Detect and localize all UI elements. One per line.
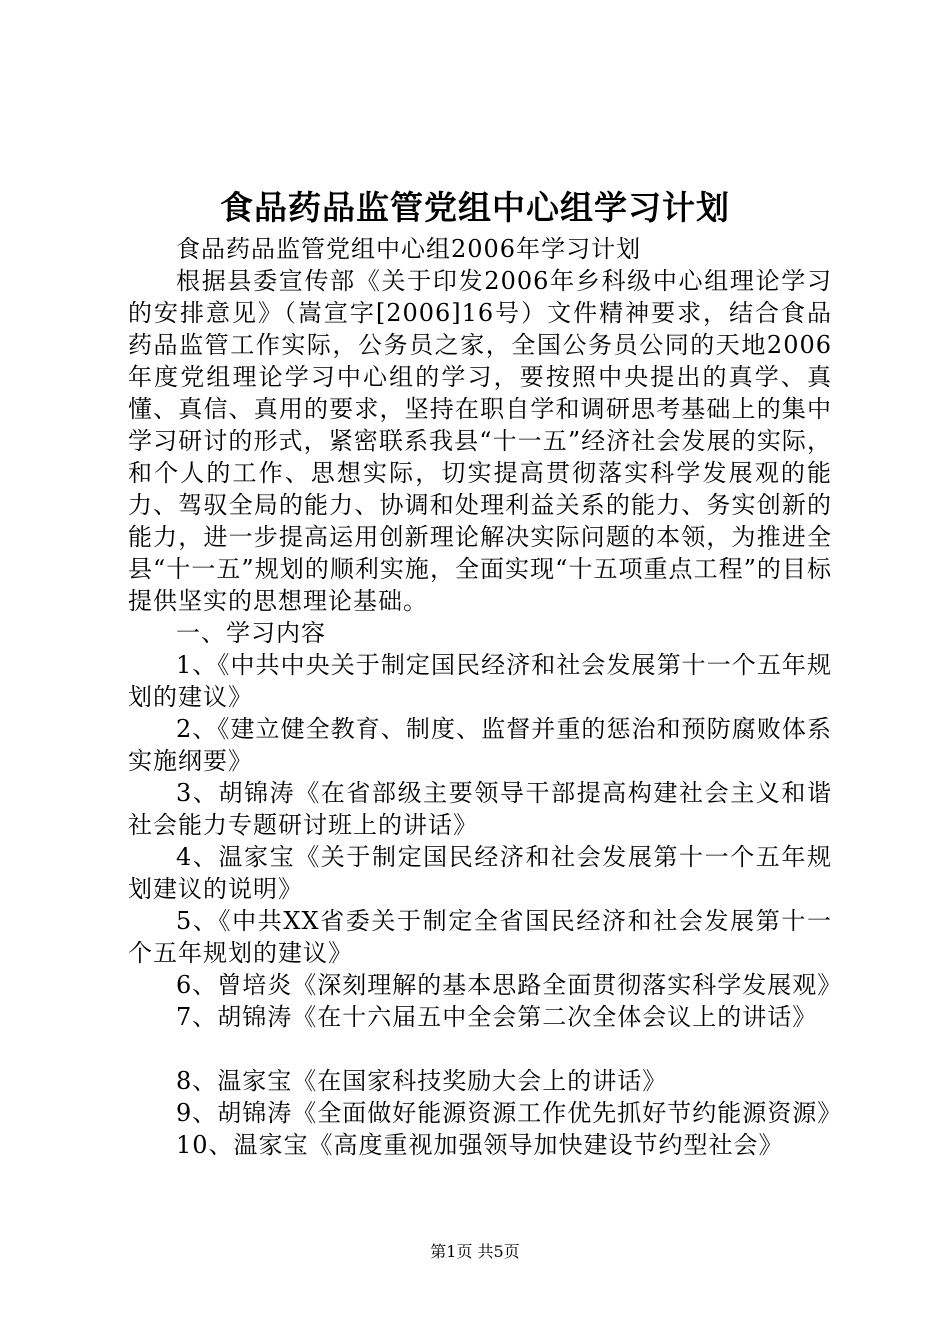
list-item: 7、胡锦涛《在十六届五中全会第二次全体会议上的讲话》: [176, 1003, 818, 1031]
list-item: 2、《建立健全教育、制度、监督并重的惩治和预防腐败体系实施纲要》: [128, 715, 832, 775]
intro-paragraph: 根据县委宣传部《关于印发2006年乡科级中心组理论学习的安排意见》（嵩宣字[2006]16号）文件精神要求，结合食品药品监管工作实际，公务员之家，全国公务员公同的天地2006年度党组理论学习中心组的学习，要按照中央提出的真学、真懂、真信、真用的要求，坚持在职自学和调研思考基础上的集中学习研讨的形式，紧密联系我县“十一五”经济社会发展的实际，和个人的工作、思想实际，切实提高贯彻落实科学发展观的能力、驾驭全局的能力、协调和处理利益关系的能力、务实创新的能力，进一步提高运用创新理论解决实际问题的本领，为推进全县“十一五”规划的顺利实施，全面实现“十五项重点工程”的目标提供坚实的思想理论基础。: [128, 267, 832, 615]
list-item: 9、胡锦涛《全面做好能源资源工作优先抓好节约能源资源》: [176, 1099, 843, 1127]
page-number-footer: 第1页 共5页: [430, 1242, 520, 1261]
list-item: 4、温家宝《关于制定国民经济和社会发展第十一个五年规划建议的说明》: [128, 843, 832, 903]
document-body: [128, 233, 843, 1161]
list-item: 3、胡锦涛《在省部级主要领导干部提高构建社会主义和谐社会能力专题研讨班上的讲话》: [128, 779, 832, 839]
list-item: 10、温家宝《高度重视加强领导加快建设节约型社会》: [176, 1131, 784, 1159]
document-title: 食品药品监管党组中心组学习计划: [220, 188, 730, 227]
list-item: 6、曾培炎《深刻理解的基本思路全面贯彻落实科学发展观》: [176, 971, 843, 999]
blank-line: [128, 1033, 832, 1065]
section-heading: 一、学习内容: [176, 619, 326, 647]
list-item: 8、温家宝《在国家科技奖励大会上的讲话》: [176, 1067, 668, 1095]
list-item: 5、《中共XX省委关于制定全省国民经济和社会发展第十一个五年规划的建议》: [128, 907, 832, 967]
list-item: 1、《中共中央关于制定国民经济和社会发展第十一个五年规划的建议》: [128, 651, 832, 711]
document-subtitle: 食品药品监管党组中心组2006年学习计划: [176, 235, 642, 263]
